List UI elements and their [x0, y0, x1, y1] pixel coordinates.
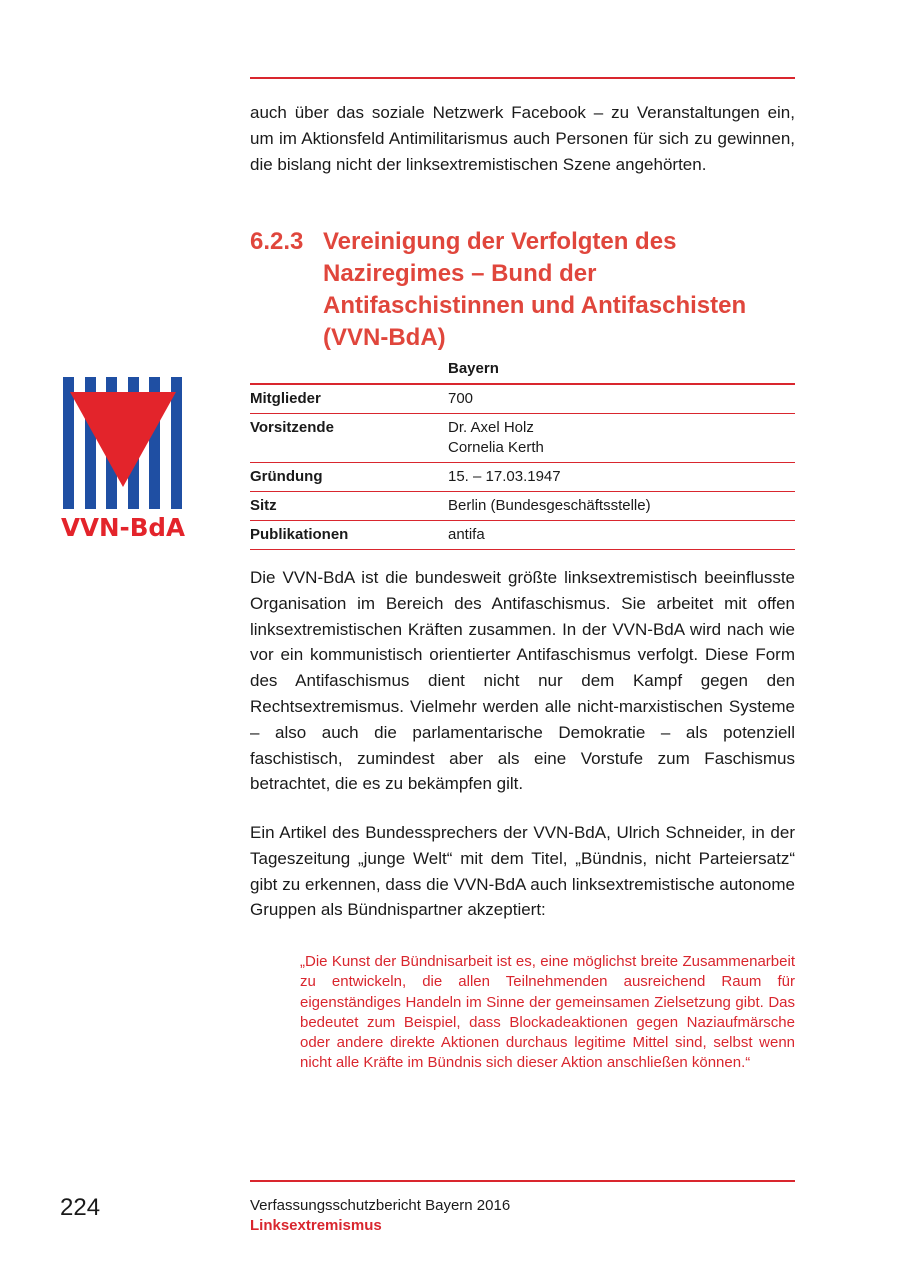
intro-paragraph: auch über das soziale Netzwerk Facebook – zu Veranstaltungen ein, um im Aktionsfeld Antimilitarismus auch Personen für sich zu gewinnen, die bislang nicht der linksextremistischen Szene angehörten.: [250, 103, 795, 174]
body-paragraph: Ein Artikel des Bundessprechers der VVN-BdA, Ulrich Schneider, in der Tageszeitung „junge Welt“ mit dem Titel, „Bündnis, nicht Parteiersatz“ gibt zu erkennen, dass die VVN-BdA auch linksextremistische autonome Gruppen als Bündnispartner akzeptiert:: [250, 823, 795, 920]
bottom-rule: [250, 1180, 795, 1182]
row-value-line: Dr. Axel Holz: [448, 419, 534, 436]
table-row: [250, 492, 795, 521]
table-row: [250, 521, 795, 550]
section-title: Vereinigung der Verfolgten des Naziregimes – Bund der Antifaschistinnen und Antifaschisten (VVN-BdA): [323, 228, 747, 351]
facts-table: [250, 355, 795, 550]
section-heading: [250, 226, 795, 354]
row-value-line: Cornelia Kerth: [448, 439, 544, 456]
facts-header-empty: [250, 355, 448, 384]
row-value: Berlin (Bundesgeschäftsstelle): [448, 492, 795, 521]
row-value: 15. – 17.03.1947: [448, 463, 795, 492]
row-label: Sitz: [250, 492, 448, 521]
row-value: 700: [448, 384, 795, 414]
body-paragraph: Die VVN-BdA ist die bundesweit größte linksextremistisch beeinflusste Organisation im Bereich des Antifaschismus. Sie arbeitet mit offen linksextremistischen Kräften zusammen. In der VVN-BdA wird nach wie vor ein kommunistisch orientierter Antifaschismus verfolgt. Diese Form des Antifaschismus dient nicht nur dem Kampf gegen den Rechtsextremismus. Vielmehr werden alle nicht-marxistischen Systeme – also auch die parlamentarische Demokratie – als potenziell faschistisch, zumindest aber als eine Vorstufe zum Faschismus betrachtet, die es zu bekämpfen gilt.: [250, 568, 795, 794]
footer-publication: Verfassungsschutzbericht Bayern 2016: [250, 1197, 511, 1214]
section-number: 6.2.3: [250, 228, 304, 255]
footer-section: Linksextremismus: [250, 1217, 382, 1234]
table-row: [250, 463, 795, 492]
row-value: antifa: [448, 521, 795, 550]
top-rule: [250, 77, 795, 79]
row-label: Mitglieder: [250, 384, 448, 414]
vvn-bda-logo: [60, 377, 186, 542]
row-value: [448, 414, 795, 463]
row-label: Gründung: [250, 463, 448, 492]
quote-block: „Die Kunst der Bündnisarbeit ist es, eine möglichst breite Zusammenarbeit zu entwickeln, die allen Teilnehmenden ausreichend Raum für eigenständiges Handeln im Sinne der gemeinsamen Zielsetzung gibt. Das bedeutet zum Beispiel, dass Blockadeaktionen gegen Naziaufmärsche oder andere direkte Aktionen durchaus legitime Mittel sind, selbst wenn nicht alle Kräfte im Bündnis sich dieser Aktion anschließen können.“: [300, 953, 795, 1072]
page-number: 224: [60, 1194, 101, 1221]
facts-header-region: Bayern: [448, 355, 795, 384]
row-label: Publikationen: [250, 521, 448, 550]
row-label: Vorsitzende: [250, 414, 448, 463]
table-row: [250, 414, 795, 463]
logo-text: VVN-BdA: [61, 513, 186, 542]
table-row: [250, 384, 795, 414]
